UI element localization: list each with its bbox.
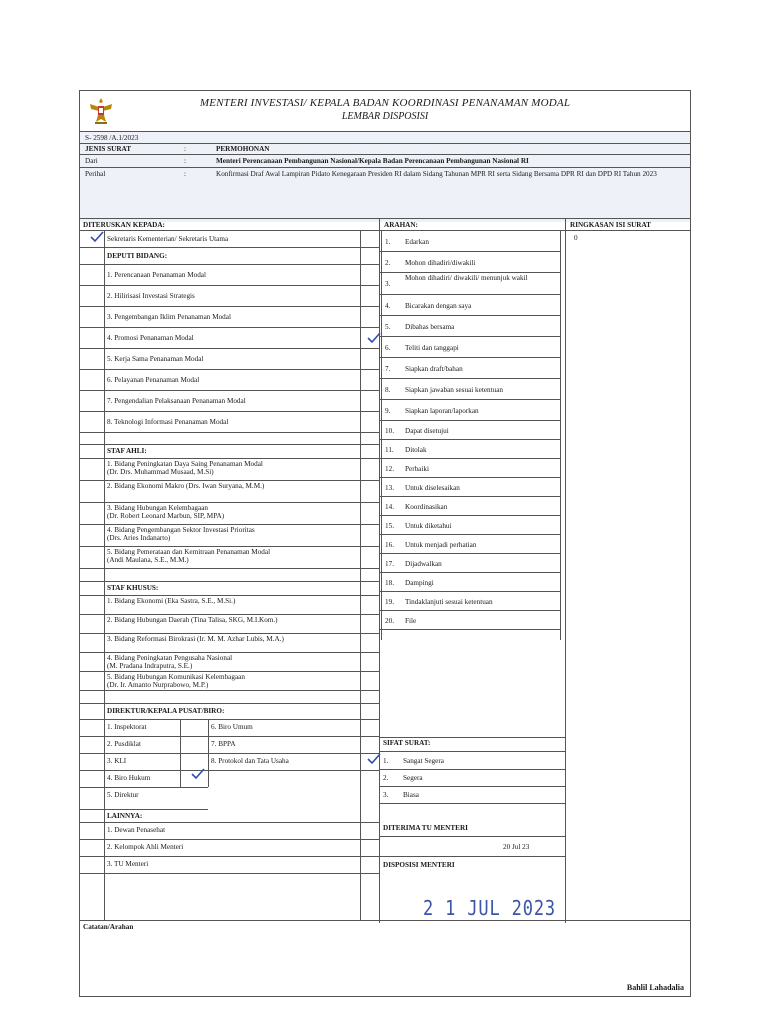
arahan-18-num: 18.	[385, 579, 394, 587]
direktur-left-2: 2. Pusdiklat	[107, 740, 141, 748]
signature-name: Bahlil Lahadalia	[626, 983, 684, 992]
arahan-2-num: 2.	[385, 259, 391, 267]
arahan-16-label: Untuk menjadi perhatian	[405, 541, 477, 549]
row-staf-khusus-4-line1: 4. Bidang Peningkatan Pengusaha Nasional	[107, 654, 233, 662]
row-deputi-4: 4. Promosi Penanaman Modal	[107, 334, 194, 342]
arahan-14-num: 14.	[385, 503, 394, 511]
arahan-18-label: Dampingi	[405, 579, 434, 587]
arahan-15-num: 15.	[385, 522, 394, 530]
sifat-1-label: Sangat Segera	[403, 757, 444, 765]
arahan-11-label: Ditolak	[405, 446, 427, 454]
arahan-17-label: Dijadwalkan	[405, 560, 442, 568]
sifat-1-num: 1.	[383, 757, 389, 765]
arahan-8-num: 8.	[385, 386, 391, 394]
lainnya-header: LAINNYA:	[107, 812, 143, 820]
check-bppa-icon	[191, 768, 205, 780]
row-staf-khusus-4-line2: (M. Pradana Indraputra, S.E.)	[107, 662, 193, 670]
lainnya-2: 2. Kelompok Ahli Menteri	[107, 843, 184, 851]
arahan-10-num: 10.	[385, 427, 394, 435]
lainnya-3: 3. TU Menteri	[107, 860, 149, 868]
arahan-12-num: 12.	[385, 465, 394, 473]
row-deputi-6: 6. Pelayanan Penanaman Modal	[107, 376, 200, 384]
arahan-16-num: 16.	[385, 541, 394, 549]
row-staf-ahli-5-line1: 5. Bidang Pemerataan dan Kemitraan Penanaman Modal	[107, 548, 271, 556]
direktur-header: DIREKTUR/KEPALA PUSAT/BIRO:	[107, 707, 225, 715]
sifat-2-label: Segera	[403, 774, 423, 782]
row-staf-ahli-2-line1: 2. Bidang Ekonomi Makro (Drs. Iwan Suryana, M.M.)	[107, 482, 265, 490]
arahan-3-label: Mohon dihadiri/ diwakili/ menunjuk wakil	[405, 274, 528, 282]
arahan-4-label: Bicarakan dengan saya	[405, 302, 472, 310]
perihal-label: Perihal	[85, 170, 106, 178]
arahan-10-label: Dapat disetujui	[405, 427, 449, 435]
arahan-8-label: Siapkan jawaban sesuai ketentuan	[405, 386, 503, 394]
diteruskan-header: DITERUSKAN KEPADA:	[83, 221, 165, 229]
arahan-5-num: 5.	[385, 323, 391, 331]
row-deputi-8: 8. Teknologi Informasi Penanaman Modal	[107, 418, 229, 426]
diterima-date: 20 Jul 23	[503, 843, 530, 851]
arahan-20-label: File	[405, 617, 417, 625]
arahan-5-label: Dibahas bersama	[405, 323, 455, 331]
row-staf-khusus-3-line1: 3. Bidang Reformasi Birokrasi (Ir. M. M. Azhar Lubis, M.A.)	[107, 635, 284, 643]
row-staf-ahli-4-line2: (Drs. Aries Indanarto)	[107, 534, 171, 542]
sifat-header: SIFAT SURAT:	[383, 739, 431, 747]
row-deputi-3: 3. Pengembangan Iklim Penanaman Modal	[107, 313, 231, 321]
date-stamp: 2 1 JUL 2023	[423, 896, 557, 920]
direktur-right-8: 8. Protokol dan Tata Usaha	[211, 757, 289, 765]
row-staf-ahli-3-line2: (Dr. Robert Leonard Marbun, SIP, MPA)	[107, 512, 225, 520]
arahan-13-num: 13.	[385, 484, 394, 492]
staf-ahli-header: STAF AHLI:	[107, 447, 147, 455]
arahan-9-num: 9.	[385, 407, 391, 415]
staf-khusus-header: STAF KHUSUS:	[107, 584, 159, 592]
arahan-11-num: 11.	[385, 446, 394, 454]
jenis-label: JENIS SURAT	[85, 145, 131, 153]
arahan-4-num: 4.	[385, 302, 391, 310]
arahan-6-label: Teliti dan tanggapi	[405, 344, 459, 352]
arahan-header: ARAHAN:	[384, 221, 418, 229]
sifat-2-num: 2.	[383, 774, 389, 782]
header	[80, 91, 690, 131]
sifat-3-label: Biasa	[403, 791, 419, 799]
row-staf-khusus-5-line2: (Dr. Ir. Amanto Nurprabowo, M.P.)	[107, 681, 209, 689]
arahan-19-label: Tindaklanjuti sesuai ketentuan	[405, 598, 493, 606]
arahan-15-label: Untuk diketahui	[405, 522, 452, 530]
row-staf-khusus-2-line1: 2. Bidang Hubungan Daerah (Tina Talisa, SKG, M.I.Kom.)	[107, 616, 278, 624]
direktur-right-7: 7. BPPA	[211, 740, 236, 748]
perihal-value: Konfirmasi Draf Awal Lampiran Pidato Kenegaraan Presiden RI dalam Sidang Tahunan MPR RI serta Sidang Bersama DPR RI dan DPD RI Tahun 2023	[216, 170, 657, 178]
check-arahan-6-icon	[367, 332, 381, 344]
row-staf-khusus-1-line1: 1. Bidang Ekonomi (Eka Sastra, S.E., M.Si.)	[107, 597, 236, 605]
dari-label: Dari	[85, 157, 98, 165]
row-deputi-7: 7. Pengendalian Pelaksanaan Penanaman Modal	[107, 397, 246, 405]
sifat-3-num: 3.	[383, 791, 389, 799]
direktur-left-4: 4. Biro Hukum	[107, 774, 151, 782]
row-staf-ahli-5-line2: (Andi Maulana, S.E., M.M.)	[107, 556, 189, 564]
row-staf-ahli-1-line2: (Dr. Drs. Muhammad Musaad, M.Si)	[107, 468, 214, 476]
perihal-colon: :	[184, 170, 186, 178]
row-staf-ahli-3-line1: 3. Bidang Hubungan Kelembagaan	[107, 504, 208, 512]
jenis-colon: :	[184, 145, 186, 153]
ringkasan-header: RINGKASAN ISI SURAT	[570, 221, 651, 229]
arahan-1-num: 1.	[385, 238, 391, 246]
jenis-value: PERMOHONAN	[216, 145, 270, 153]
arahan-14-label: Koordinasikan	[405, 503, 448, 511]
row-staf-khusus-5-line1: 5. Bidang Hubungan Komunikasi Kelembagaan	[107, 673, 245, 681]
row-deputi-5: 5. Kerja Sama Penanaman Modal	[107, 355, 204, 363]
arahan-1-label: Edarkan	[405, 238, 429, 246]
ministry-title: MENTERI INVESTASI/ KEPALA BADAN KOORDINASI PENANAMAN MODAL	[199, 97, 571, 109]
disposisi-header: DISPOSISI MENTERI	[383, 861, 455, 869]
row-staf-ahli-1-line1: 1. Bidang Peningkatan Daya Saing Penanaman Modal	[107, 460, 263, 468]
diterima-header: DITERIMA TU MENTERI	[383, 824, 468, 832]
arahan-12-label: Perbaiki	[405, 465, 429, 473]
dari-value: Menteri Perencanaan Pembangunan Nasional/Kepala Badan Perencanaan Pembangunan Nasional RI	[216, 157, 529, 165]
check-sekretaris-icon	[90, 231, 104, 243]
letter-number: S- 2598 /A.1/2023	[85, 134, 139, 142]
form-title: LEMBAR DISPOSISI	[341, 111, 429, 122]
arahan-7-num: 7.	[385, 365, 391, 373]
direktur-left-3: 3. KLI	[107, 757, 127, 765]
check-sangat-segera-icon	[367, 753, 381, 765]
direktur-left-5: 5. Direktur	[107, 791, 139, 799]
disposition-sheet	[79, 90, 691, 997]
row-sekretaris: Sekretaris Kementerian/ Sekretaris Utama	[107, 235, 229, 243]
dari-colon: :	[184, 157, 186, 165]
arahan-3-num: 3.	[385, 280, 391, 288]
ringkasan-value: 0	[574, 234, 578, 242]
catatan-label: Catatan/Arahan	[83, 923, 134, 931]
arahan-20-num: 20.	[385, 617, 394, 625]
arahan-19-num: 19.	[385, 598, 394, 606]
direktur-right-6: 6. Biro Umum	[211, 723, 253, 731]
arahan-7-label: Siapkan draft/bahan	[405, 365, 463, 373]
direktur-left-1: 1. Inspektorat	[107, 723, 147, 731]
row-deputi-1: 1. Perencanaan Penanaman Modal	[107, 271, 206, 279]
row-staf-ahli-4-line1: 4. Bidang Pengembangan Sektor Investasi Prioritas	[107, 526, 255, 534]
arahan-13-label: Untuk diselesaikan	[405, 484, 460, 492]
lainnya-1: 1. Dewan Penasehat	[107, 826, 166, 834]
arahan-2-label: Mohon dihadiri/diwakili	[405, 259, 476, 267]
arahan-9-label: Siapkan laporan/laporkan	[405, 407, 479, 415]
arahan-17-num: 17.	[385, 560, 394, 568]
deputi-header: DEPUTI BIDANG:	[107, 252, 168, 260]
arahan-6-num: 6.	[385, 344, 391, 352]
row-deputi-2: 2. Hilirisasi Investasi Strategis	[107, 292, 195, 300]
